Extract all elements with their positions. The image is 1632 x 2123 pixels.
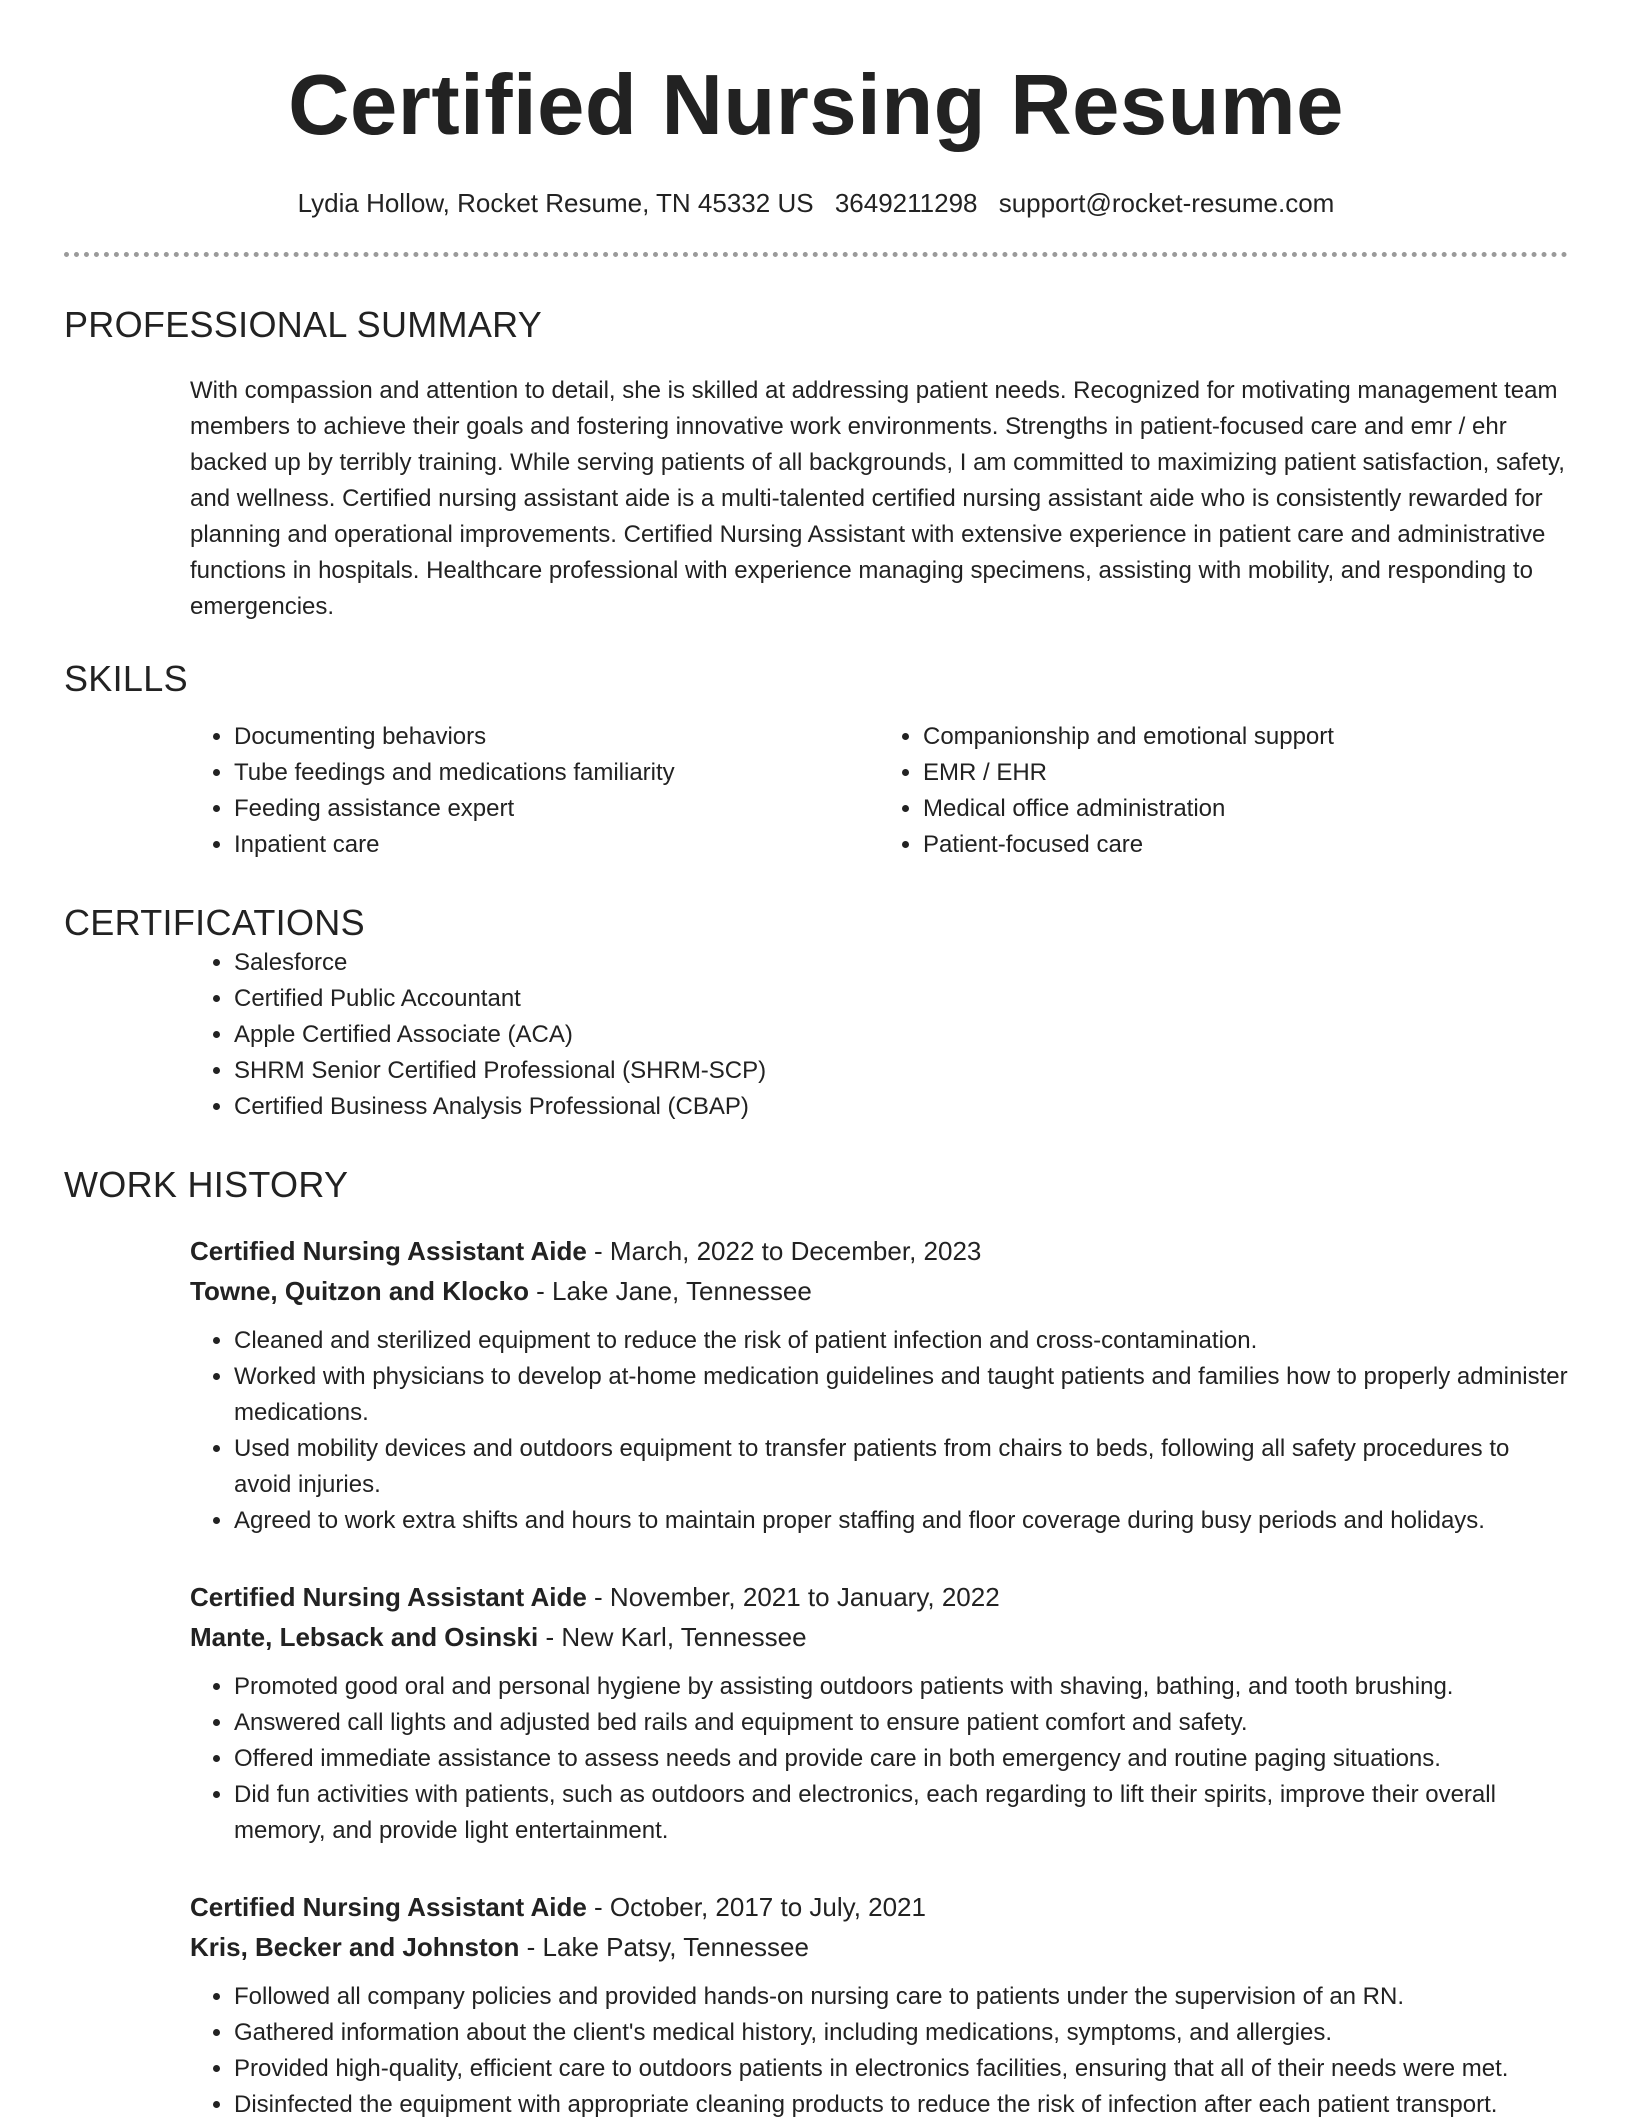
skill-item: • Inpatient care: [234, 827, 879, 863]
skill-item: • EMR / EHR: [923, 755, 1568, 791]
job-title-line: [190, 1577, 1568, 1617]
job-duty: • Gathered information about the client's medical history, including medications, symptoms, and allergies.: [234, 2015, 1568, 2051]
job-company: Towne, Quitzon and Klocko: [190, 1276, 529, 1306]
contact-email: support@rocket-resume.com: [998, 188, 1335, 218]
job-duty: • Disinfected the equipment with appropriate cleaning products to reduce the risk of infection after each patient transport.: [234, 2087, 1568, 2123]
job-entry: [190, 1231, 1568, 1539]
job-company-line: [190, 1617, 1568, 1657]
job-title: Certified Nursing Assistant Aide: [190, 1582, 587, 1612]
skill-item: • Companionship and emotional support: [923, 719, 1568, 755]
skills-list-right: [879, 719, 1568, 863]
job-title-line: [190, 1231, 1568, 1271]
job-duty: • Used mobility devices and outdoors equipment to transfer patients from chairs to beds, following all safety procedures to avoid injuries.: [234, 1431, 1568, 1503]
section-heading-summary: PROFESSIONAL SUMMARY: [64, 304, 543, 345]
job-location: - New Karl, Tennessee: [538, 1622, 807, 1652]
skill-item: • Tube feedings and medications familiarity: [234, 755, 879, 791]
contact-line: [64, 186, 1568, 220]
skills-grid: [190, 719, 1568, 863]
resume-title: Certified Nursing Resume: [288, 58, 1344, 153]
job-duty: • Agreed to work extra shifts and hours to maintain proper staffing and floor coverage during busy periods and holidays.: [234, 1503, 1568, 1539]
job-duty: • Offered immediate assistance to assess needs and provide care in both emergency and routine paging situations.: [234, 1741, 1568, 1777]
contact-address: Lydia Hollow, Rocket Resume, TN 45332 US: [297, 188, 814, 218]
certifications-section: [64, 901, 1568, 1125]
job-title: Certified Nursing Assistant Aide: [190, 1892, 587, 1922]
job-title: Certified Nursing Assistant Aide: [190, 1236, 587, 1266]
job-duties-list: [190, 1669, 1568, 1849]
job-duty: • Did fun activities with patients, such as outdoors and electronics, each regarding to lift their spirits, improve their overall memory, and provide light entertainment.: [234, 1777, 1568, 1849]
work-history-section: [64, 1163, 1568, 2123]
job-dates: - March, 2022 to December, 2023: [586, 1236, 982, 1266]
job-company-line: [190, 1271, 1568, 1311]
professional-summary-section: [64, 303, 1568, 625]
contact-phone: 3649211298: [834, 188, 978, 218]
job-duty: • Answered call lights and adjusted bed rails and equipment to ensure patient comfort and safety.: [234, 1705, 1568, 1741]
job-duties-list: [190, 1979, 1568, 2123]
skill-item: • Patient-focused care: [923, 827, 1568, 863]
certification-item: • SHRM Senior Certified Professional (SHRM-SCP): [234, 1053, 1568, 1089]
skill-item: • Documenting behaviors: [234, 719, 879, 755]
job-location: - Lake Patsy, Tennessee: [519, 1932, 809, 1962]
job-company-line: [190, 1927, 1568, 1967]
certification-item: • Certified Business Analysis Professional (CBAP): [234, 1089, 1568, 1125]
skill-item: • Feeding assistance expert: [234, 791, 879, 827]
summary-text: With compassion and attention to detail, she is skilled at addressing patient needs. Recognized for motivating management team members to achieve their goals and fostering innovative work environments. Strengths in patient-focused care and emr / ehr backed up by terribly training. While serving patients of all backgrounds, I am committed to maximizing patient satisfaction, safety, and wellness. Certified nursing assistant aide is a multi-talented certified nursing assistant aide who is consistently rewarded for planning and operational improvements. Certified Nursing Assistant with extensive experience in patient care and administrative functions in hospitals. Healthcare professional with experience managing specimens, assisting with mobility, and responding to emergencies.: [190, 377, 1565, 620]
section-heading-work-history: WORK HISTORY: [64, 1164, 349, 1205]
job-duties-list: [190, 1323, 1568, 1539]
job-duty: • Provided high-quality, efficient care to outdoors patients in electronics facilities, ensuring that all of their needs were met.: [234, 2051, 1568, 2087]
skills-section: [64, 657, 1568, 863]
certification-item: • Apple Certified Associate (ACA): [234, 1017, 1568, 1053]
job-company: Kris, Becker and Johnston: [190, 1932, 520, 1962]
job-title-line: [190, 1887, 1568, 1927]
skill-item: • Medical office administration: [923, 791, 1568, 827]
job-duty: • Cleaned and sterilized equipment to reduce the risk of patient infection and cross-contamination.: [234, 1323, 1568, 1359]
header-divider: [64, 252, 1568, 257]
job-entry: [190, 1577, 1568, 1849]
section-heading-certifications: CERTIFICATIONS: [64, 902, 365, 943]
job-duty: • Followed all company policies and provided hands-on nursing care to patients under the supervision of an RN.: [234, 1979, 1568, 2015]
job-duty: • Promoted good oral and personal hygiene by assisting outdoors patients with shaving, bathing, and tooth brushing.: [234, 1669, 1568, 1705]
job-company: Mante, Lebsack and Osinski: [190, 1622, 539, 1652]
certification-item: • Salesforce: [234, 945, 1568, 981]
job-duty: • Worked with physicians to develop at-home medication guidelines and taught patients and families how to properly administer medications.: [234, 1359, 1568, 1431]
job-entry: [190, 1887, 1568, 2123]
job-location: - Lake Jane, Tennessee: [528, 1276, 812, 1306]
certification-item: • Certified Public Accountant: [234, 981, 1568, 1017]
job-dates: - November, 2021 to January, 2022: [586, 1582, 1000, 1612]
section-heading-skills: SKILLS: [64, 658, 188, 699]
certifications-list: [190, 945, 1568, 1125]
skills-list-left: [190, 719, 879, 863]
job-dates: - October, 2017 to July, 2021: [586, 1892, 926, 1922]
